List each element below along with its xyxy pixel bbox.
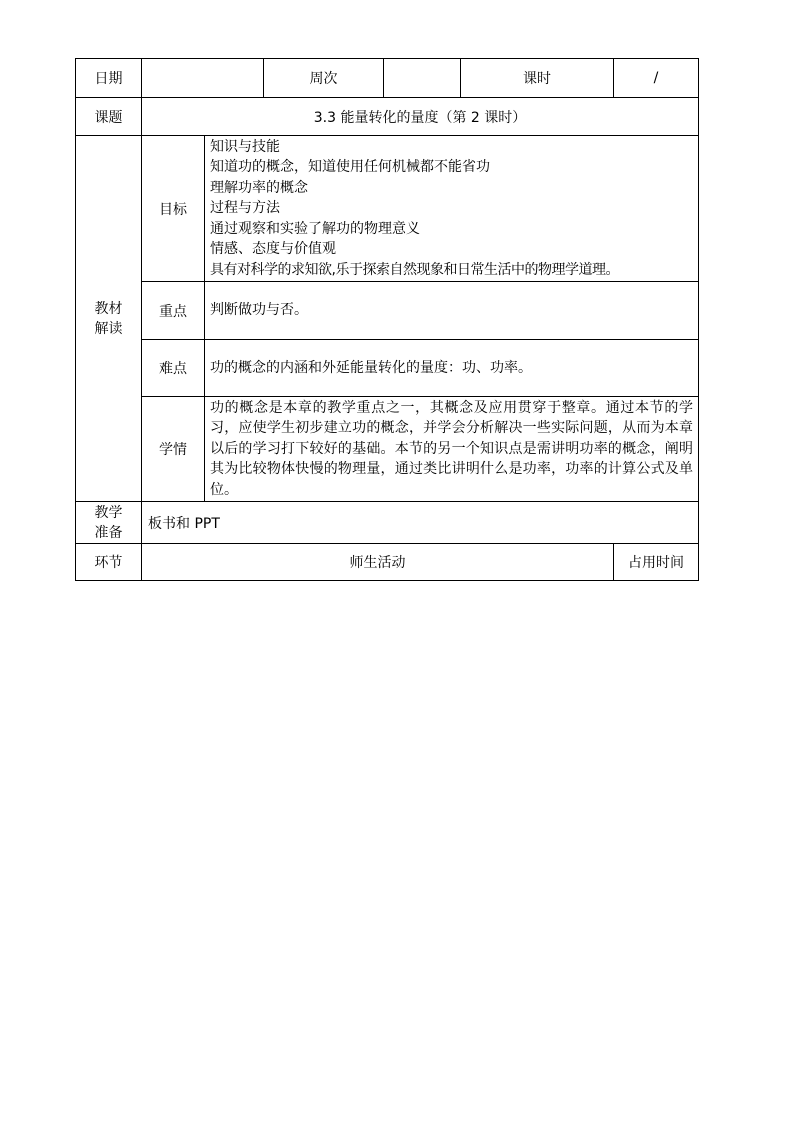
goal-line: 情感、态度与价值观 — [210, 241, 336, 258]
situation-row — [76, 397, 699, 502]
goal-line: 知道功的概念，知道使用任何机械都不能省功 — [210, 159, 490, 176]
activity-header-row — [76, 544, 699, 581]
week-value — [384, 59, 461, 98]
preparation-label-line-2: 准备 — [94, 524, 123, 541]
key-point-label: 重点 — [142, 282, 205, 340]
difficulty-value: 功的概念的内涵和外延能量转化的量度：功、功率。 — [205, 340, 699, 397]
material-label — [76, 136, 142, 502]
difficulty-label: 难点 — [142, 340, 205, 397]
topic-row — [76, 98, 699, 136]
goal-line: 具有对科学的求知欲,乐于探索自然现象和日常生活中的物理学道理。 — [210, 261, 619, 278]
topic-value: 3.3 能量转化的量度（第 2 课时） — [142, 98, 699, 136]
situation-value: 功的概念是本章的教学重点之一，其概念及应用贯穿于整章。通过本节的学习，应使学生初步建立功的概念，并学会分析解决一些实际问题，从而为本章以后的学习打下较好的基础。本节的另一个知识点是需讲明功率的概念，阐明其为比较物体快慢的物理量，通过类比讲明什么是功率，功率的计算公式及单位。 — [205, 397, 699, 502]
goal-content — [205, 136, 699, 282]
week-label: 周次 — [264, 59, 384, 98]
lesson-plan-table — [75, 58, 699, 581]
date-value — [142, 59, 264, 98]
goal-row — [76, 136, 699, 282]
date-label: 日期 — [76, 59, 142, 98]
header-row — [76, 59, 699, 98]
goal-label: 目标 — [142, 136, 205, 282]
preparation-label — [76, 502, 142, 544]
preparation-value: 板书和 PPT — [142, 502, 699, 544]
time-label: 占用时间 — [614, 544, 699, 581]
goal-line: 过程与方法 — [210, 200, 280, 217]
material-label-line-2: 解读 — [94, 320, 123, 337]
topic-label: 课题 — [76, 98, 142, 136]
situation-label: 学情 — [142, 397, 205, 502]
period-value: / — [614, 59, 699, 98]
material-label-line-1: 教材 — [94, 300, 123, 317]
key-point-value: 判断做功与否。 — [205, 282, 699, 340]
goal-line: 通过观察和实验了解功的物理意义 — [210, 220, 420, 237]
activity-label: 师生活动 — [142, 544, 614, 581]
key-point-row — [76, 282, 699, 340]
goal-line: 知识与技能 — [210, 138, 280, 155]
difficulty-row — [76, 340, 699, 397]
period-label: 课时 — [461, 59, 614, 98]
stage-label: 环节 — [76, 544, 142, 581]
goal-line: 理解功率的概念 — [210, 179, 308, 196]
preparation-row — [76, 502, 699, 544]
preparation-label-line-1: 教学 — [94, 504, 123, 521]
